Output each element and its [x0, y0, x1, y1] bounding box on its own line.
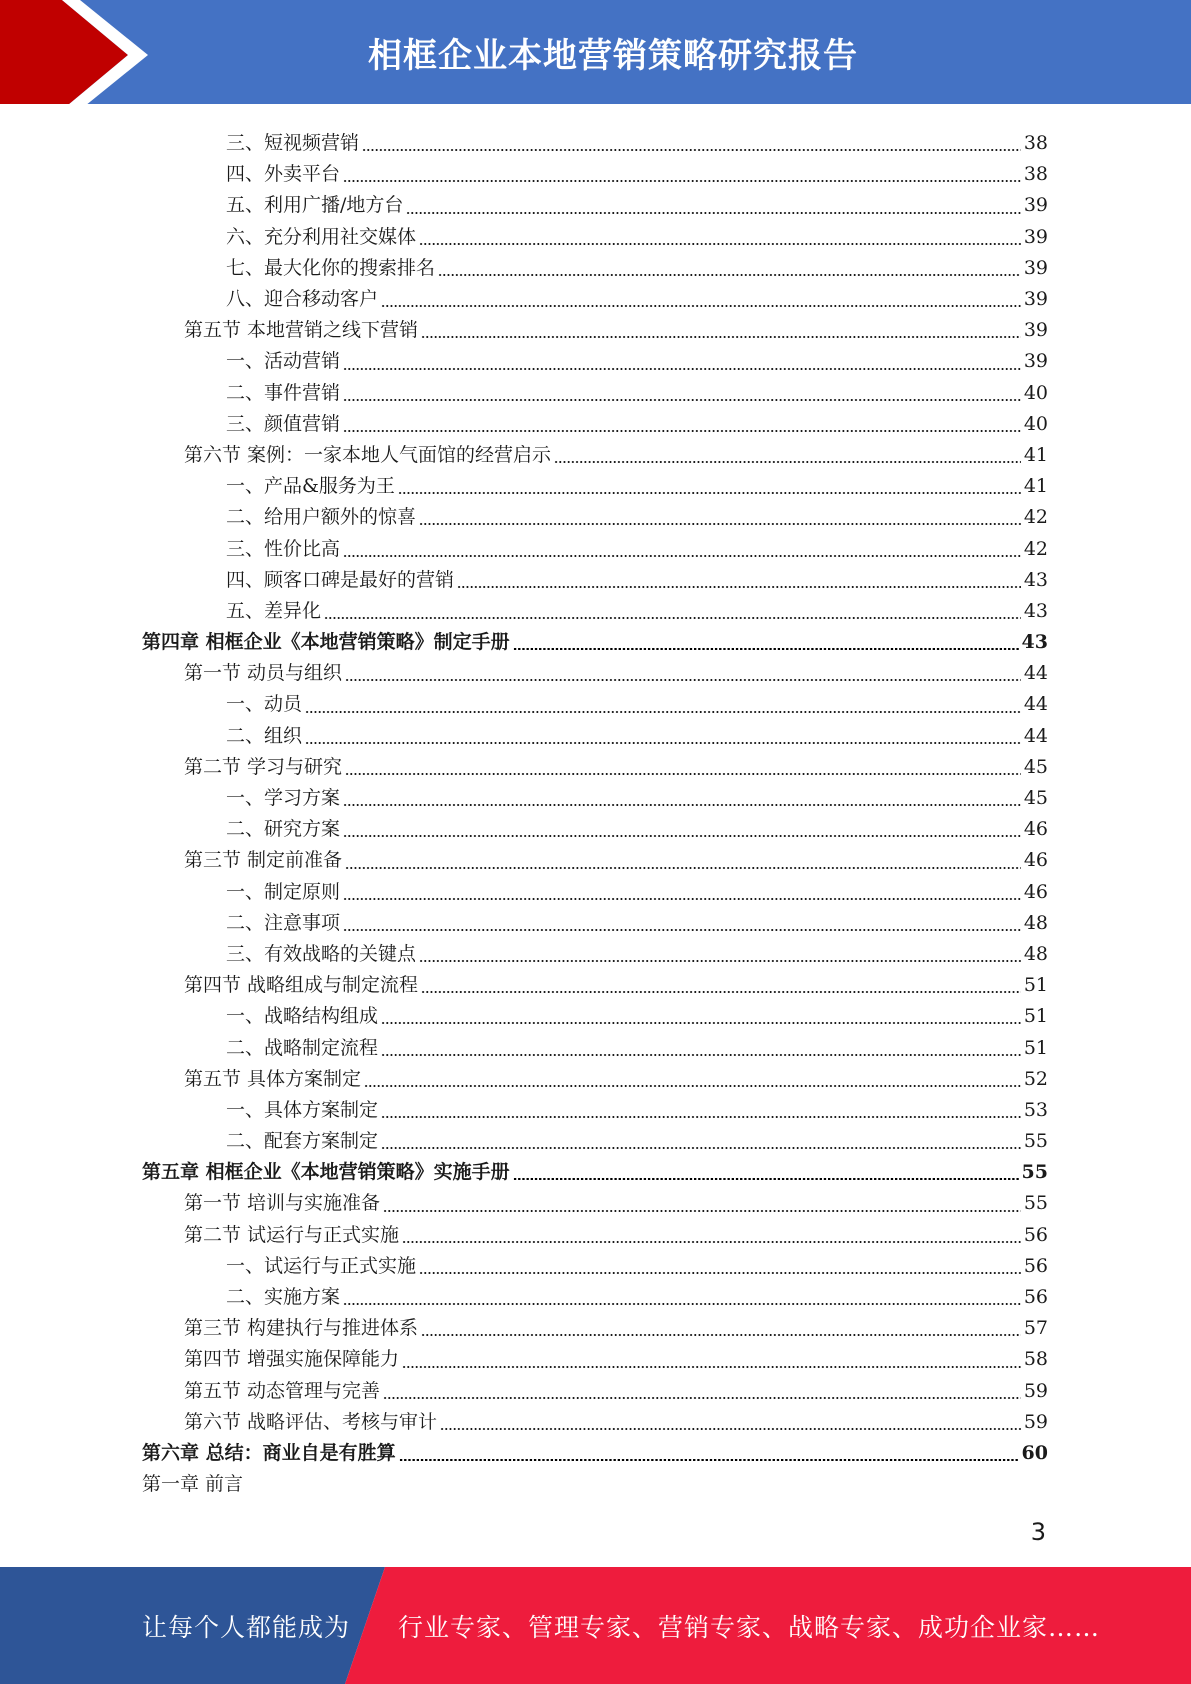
toc-dot-leader — [513, 1178, 1019, 1180]
toc-entry[interactable] — [142, 440, 1048, 471]
toc-entry-label: 五、利用广播/地方台 — [226, 194, 404, 217]
toc-entry[interactable] — [142, 315, 1048, 346]
toc-entry-label: 第五节 动态管理与完善 — [184, 1379, 381, 1402]
toc-entry[interactable] — [142, 222, 1048, 253]
toc-entry-label: 四、顾客口碑是最好的营销 — [226, 568, 455, 591]
toc-entry-page: 44 — [1023, 693, 1048, 716]
toc-entry-label: 二、实施方案 — [226, 1286, 341, 1309]
toc-entry-page: 39 — [1023, 288, 1048, 311]
toc-entry-page: 52 — [1023, 1067, 1048, 1090]
toc-entry-label: 第一节 培训与实施准备 — [184, 1192, 381, 1215]
toc-entry-page: 55 — [1023, 1130, 1048, 1153]
toc-dot-leader — [343, 430, 1021, 432]
toc-entry[interactable] — [142, 939, 1048, 970]
toc-entry-label: 三、性价比高 — [226, 537, 341, 560]
toc-entry[interactable] — [142, 627, 1048, 658]
page-header — [0, 0, 1191, 110]
toc-entry[interactable] — [142, 1220, 1048, 1251]
toc-entry[interactable] — [142, 658, 1048, 689]
toc-dot-leader — [343, 368, 1021, 370]
toc-entry[interactable] — [142, 1313, 1048, 1344]
table-of-contents — [142, 128, 1048, 1500]
toc-dot-leader — [343, 180, 1021, 182]
toc-dot-leader — [381, 1054, 1021, 1056]
toc-dot-leader — [345, 867, 1021, 869]
toc-dot-leader — [402, 1366, 1021, 1368]
page-number: 3 — [1030, 1518, 1046, 1546]
toc-entry-page: 58 — [1023, 1348, 1048, 1371]
toc-entry[interactable] — [142, 752, 1048, 783]
toc-dot-leader — [402, 1241, 1021, 1243]
toc-entry-label: 第二节 试运行与正式实施 — [184, 1223, 400, 1246]
toc-entry-page: 56 — [1023, 1286, 1048, 1309]
toc-entry-label: 第三节 构建执行与推进体系 — [184, 1317, 419, 1340]
toc-entry[interactable] — [142, 1064, 1048, 1095]
toc-entry[interactable] — [142, 1032, 1048, 1063]
toc-entry-page: 59 — [1023, 1410, 1048, 1433]
toc-entry[interactable] — [142, 1407, 1048, 1438]
toc-entry[interactable] — [142, 502, 1048, 533]
toc-entry-label: 第四节 增强实施保障能力 — [184, 1348, 400, 1371]
toc-dot-leader — [345, 773, 1021, 775]
toc-entry-label: 六、充分利用社交媒体 — [226, 225, 417, 248]
toc-entry-label: 一、战略结构组成 — [226, 1005, 379, 1028]
toc-entry-label: 二、注意事项 — [226, 911, 341, 934]
toc-dot-leader — [343, 898, 1021, 900]
toc-entry-label: 三、颜值营销 — [226, 412, 341, 435]
toc-entry[interactable] — [142, 721, 1048, 752]
toc-entry-page: 56 — [1023, 1223, 1048, 1246]
toc-entry-label: 七、最大化你的搜索排名 — [226, 256, 436, 279]
document-title: 相框企业本地营销策略研究报告 — [368, 35, 858, 76]
toc-entry[interactable] — [142, 970, 1048, 1001]
toc-dot-leader — [305, 711, 1021, 713]
toc-entry[interactable] — [142, 877, 1048, 908]
toc-entry-label: 五、差异化 — [226, 599, 322, 622]
toc-dot-leader — [343, 1303, 1021, 1305]
toc-entry-label: 第二节 学习与研究 — [184, 755, 343, 778]
toc-dot-leader — [345, 679, 1021, 681]
toc-entry-page: 40 — [1023, 381, 1048, 404]
toc-entry[interactable] — [142, 1126, 1048, 1157]
toc-dot-leader — [421, 1334, 1021, 1336]
toc-entry-label: 第一章 前言 — [142, 1473, 244, 1496]
toc-dot-leader — [343, 835, 1021, 837]
toc-dot-leader — [457, 586, 1021, 588]
toc-entry-label: 第五章 相框企业《本地营销策略》实施手册 — [142, 1161, 510, 1184]
toc-entry-label: 第五节 具体方案制定 — [184, 1067, 362, 1090]
toc-entry[interactable] — [142, 783, 1048, 814]
toc-entry[interactable] — [142, 128, 1048, 159]
toc-dot-leader — [419, 243, 1021, 245]
page-footer — [0, 1567, 1191, 1684]
toc-entry-page: 46 — [1023, 880, 1048, 903]
toc-entry-page: 48 — [1023, 942, 1048, 965]
toc-dot-leader — [343, 399, 1021, 401]
toc-entry-label: 二、研究方案 — [226, 818, 341, 841]
toc-entry-page: 39 — [1023, 319, 1048, 342]
toc-dot-leader — [398, 492, 1021, 494]
toc-entry-page: 41 — [1023, 443, 1048, 466]
toc-dot-leader — [438, 274, 1021, 276]
toc-dot-leader — [383, 1210, 1021, 1212]
toc-dot-leader — [406, 212, 1020, 214]
toc-entry-page: 38 — [1023, 163, 1048, 186]
toc-entry-page: 39 — [1023, 225, 1048, 248]
toc-entry-label: 二、配套方案制定 — [226, 1130, 379, 1153]
toc-dot-leader — [381, 1116, 1021, 1118]
toc-dot-leader — [421, 991, 1021, 993]
toc-entry-page: 44 — [1023, 724, 1048, 747]
toc-entry-label: 第六节 案例：一家本地人气面馆的经营启示 — [184, 443, 552, 466]
toc-entry[interactable] — [142, 346, 1048, 377]
toc-entry-page: 43 — [1023, 568, 1048, 591]
toc-entry[interactable] — [142, 253, 1048, 284]
toc-dot-leader — [305, 742, 1021, 744]
toc-entry-label: 二、组织 — [226, 724, 303, 747]
toc-dot-leader — [419, 960, 1021, 962]
toc-entry[interactable] — [142, 409, 1048, 440]
toc-entry[interactable] — [142, 596, 1048, 627]
toc-entry-page: 39 — [1023, 256, 1048, 279]
toc-entry[interactable] — [142, 1344, 1048, 1375]
toc-dot-leader — [554, 461, 1021, 463]
toc-dot-leader — [421, 336, 1021, 338]
toc-entry-page: 43 — [1021, 631, 1048, 654]
toc-entry-page: 55 — [1021, 1161, 1048, 1184]
toc-entry-label: 一、活动营销 — [226, 350, 341, 373]
toc-entry-page: 56 — [1023, 1254, 1048, 1277]
toc-entry-page: 51 — [1023, 1005, 1048, 1028]
toc-dot-leader — [419, 523, 1021, 525]
toc-entry[interactable] — [142, 471, 1048, 502]
toc-entry-page: 53 — [1023, 1098, 1048, 1121]
toc-entry-page: 51 — [1023, 974, 1048, 997]
toc-entry-page: 48 — [1023, 911, 1048, 934]
toc-dot-leader — [383, 1397, 1021, 1399]
toc-entry-label: 八、迎合移动客户 — [226, 288, 379, 311]
toc-entry[interactable] — [142, 814, 1048, 845]
toc-dot-leader — [381, 1147, 1021, 1149]
toc-entry-label: 一、制定原则 — [226, 880, 341, 903]
toc-entry-label: 第六章 总结：商业自是有胜算 — [142, 1441, 396, 1464]
toc-dot-leader — [362, 149, 1021, 151]
toc-dot-leader — [513, 648, 1019, 650]
toc-entry[interactable] — [142, 1001, 1048, 1032]
toc-entry-page: 55 — [1023, 1192, 1048, 1215]
toc-entry-label: 第四章 相框企业《本地营销策略》制定手册 — [142, 631, 510, 654]
toc-entry[interactable] — [142, 1282, 1048, 1313]
toc-entry[interactable] — [142, 845, 1048, 876]
header-bottom-rule — [0, 104, 1191, 110]
toc-entry-page: 60 — [1021, 1441, 1048, 1464]
toc-entry-page: 45 — [1023, 787, 1048, 810]
toc-dot-leader — [343, 804, 1021, 806]
toc-entry-page: 46 — [1023, 818, 1048, 841]
toc-entry[interactable] — [142, 190, 1048, 221]
toc-entry-page: 42 — [1023, 537, 1048, 560]
toc-dot-leader — [399, 1459, 1019, 1461]
toc-entry-label: 一、具体方案制定 — [226, 1098, 379, 1121]
toc-entry[interactable] — [142, 284, 1048, 315]
toc-entry[interactable] — [142, 1251, 1048, 1282]
toc-entry[interactable] — [142, 1469, 1048, 1500]
toc-entry-label: 一、学习方案 — [226, 787, 341, 810]
toc-entry-label: 第六节 战略评估、考核与审计 — [184, 1410, 438, 1433]
toc-entry-page: 40 — [1023, 412, 1048, 435]
toc-dot-leader — [343, 555, 1021, 557]
toc-entry-label: 第一节 动员与组织 — [184, 662, 343, 685]
toc-entry-label: 二、给用户额外的惊喜 — [226, 506, 417, 529]
toc-entry-page: 44 — [1023, 662, 1048, 685]
toc-entry[interactable] — [142, 1157, 1048, 1188]
toc-entry[interactable] — [142, 533, 1048, 564]
toc-entry-label: 二、事件营销 — [226, 381, 341, 404]
toc-entry[interactable] — [142, 159, 1048, 190]
toc-dot-leader — [364, 1085, 1021, 1087]
toc-entry[interactable] — [142, 1095, 1048, 1126]
toc-entry-page: 57 — [1023, 1317, 1048, 1340]
toc-entry[interactable] — [142, 1376, 1048, 1407]
toc-entry-label: 三、短视频营销 — [226, 132, 360, 155]
toc-entry-page: 39 — [1023, 194, 1048, 217]
toc-entry-page: 59 — [1023, 1379, 1048, 1402]
toc-dot-leader — [419, 1272, 1021, 1274]
toc-dot-leader — [381, 1022, 1021, 1024]
toc-dot-leader — [440, 1428, 1021, 1430]
toc-entry[interactable] — [142, 689, 1048, 720]
toc-entry-label: 第四节 战略组成与制定流程 — [184, 974, 419, 997]
toc-entry-page: 45 — [1023, 755, 1048, 778]
toc-dot-leader — [324, 617, 1021, 619]
toc-entry-label: 四、外卖平台 — [226, 163, 341, 186]
toc-entry[interactable] — [142, 378, 1048, 409]
toc-entry-label: 一、产品&服务为王 — [226, 475, 395, 498]
toc-entry[interactable] — [142, 1438, 1048, 1469]
toc-entry-page: 42 — [1023, 506, 1048, 529]
toc-entry-page: 41 — [1023, 475, 1048, 498]
toc-entry-label: 一、动员 — [226, 693, 303, 716]
toc-entry-label: 第五节 本地营销之线下营销 — [184, 319, 419, 342]
toc-entry-label: 第三节 制定前准备 — [184, 849, 343, 872]
toc-entry[interactable] — [142, 1188, 1048, 1219]
toc-dot-leader — [381, 305, 1021, 307]
toc-entry-label: 一、试运行与正式实施 — [226, 1254, 417, 1277]
toc-entry[interactable] — [142, 908, 1048, 939]
footer-slogan-left: 让每个人都能成为 — [142, 1612, 351, 1642]
toc-entry-page: 51 — [1023, 1036, 1048, 1059]
toc-entry-label: 二、战略制定流程 — [226, 1036, 379, 1059]
toc-entry-page: 39 — [1023, 350, 1048, 373]
toc-entry-page: 46 — [1023, 849, 1048, 872]
footer-slogan-right: 行业专家、管理专家、营销专家、战略专家、成功企业家…… — [398, 1612, 1101, 1642]
toc-entry-label: 三、有效战略的关键点 — [226, 942, 417, 965]
toc-entry[interactable] — [142, 565, 1048, 596]
toc-dot-leader — [343, 929, 1021, 931]
toc-entry-page: 43 — [1023, 599, 1048, 622]
toc-entry-page: 38 — [1023, 132, 1048, 155]
